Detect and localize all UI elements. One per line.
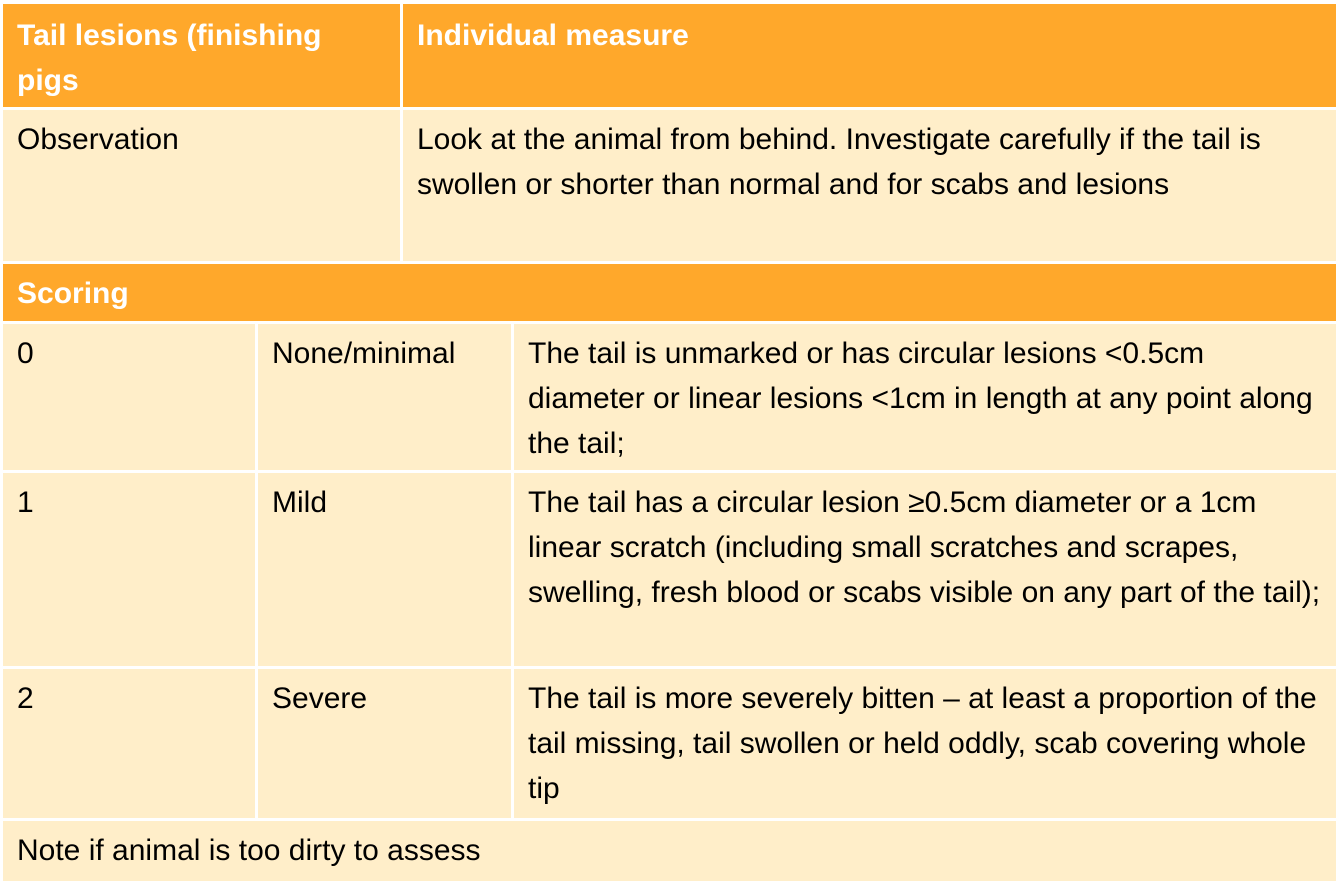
score-value: 1 xyxy=(3,473,258,666)
title-row xyxy=(3,4,1336,110)
measure-name: Tail lesions (finishing pigs xyxy=(3,4,403,107)
observation-row xyxy=(3,110,1336,264)
observation-text: Look at the animal from behind. Investigate carefully if the tail is swollen or shorter than normal and for scabs and lesions xyxy=(403,110,1336,261)
table-row xyxy=(3,669,1336,821)
observation-label: Observation xyxy=(3,110,403,261)
table-row xyxy=(3,324,1336,473)
table-row xyxy=(3,473,1336,669)
measure-type: Individual measure xyxy=(403,4,1336,107)
tail-lesions-table xyxy=(3,4,1336,881)
score-grade: Severe xyxy=(258,669,514,818)
score-value: 0 xyxy=(3,324,258,470)
score-description: The tail is unmarked or has circular lesions <0.5cm diameter or linear lesions <1cm in length at any point along the tail; xyxy=(514,324,1336,470)
score-grade: None/minimal xyxy=(258,324,514,470)
score-grade: Mild xyxy=(258,473,514,666)
note-row xyxy=(3,821,1336,881)
score-description: The tail is more severely bitten – at least a proportion of the tail missing, tail swollen or held oddly, scab covering whole tip xyxy=(514,669,1336,818)
scoring-header-row xyxy=(3,264,1336,324)
score-value: 2 xyxy=(3,669,258,818)
note-text: Note if animal is too dirty to assess xyxy=(3,821,1336,881)
scoring-header: Scoring xyxy=(3,264,1336,321)
score-description: The tail has a circular lesion ≥0.5cm diameter or a 1cm linear scratch (including small scratches and scrapes, swelling, fresh blood or scabs visible on any part of the tail); xyxy=(514,473,1336,666)
